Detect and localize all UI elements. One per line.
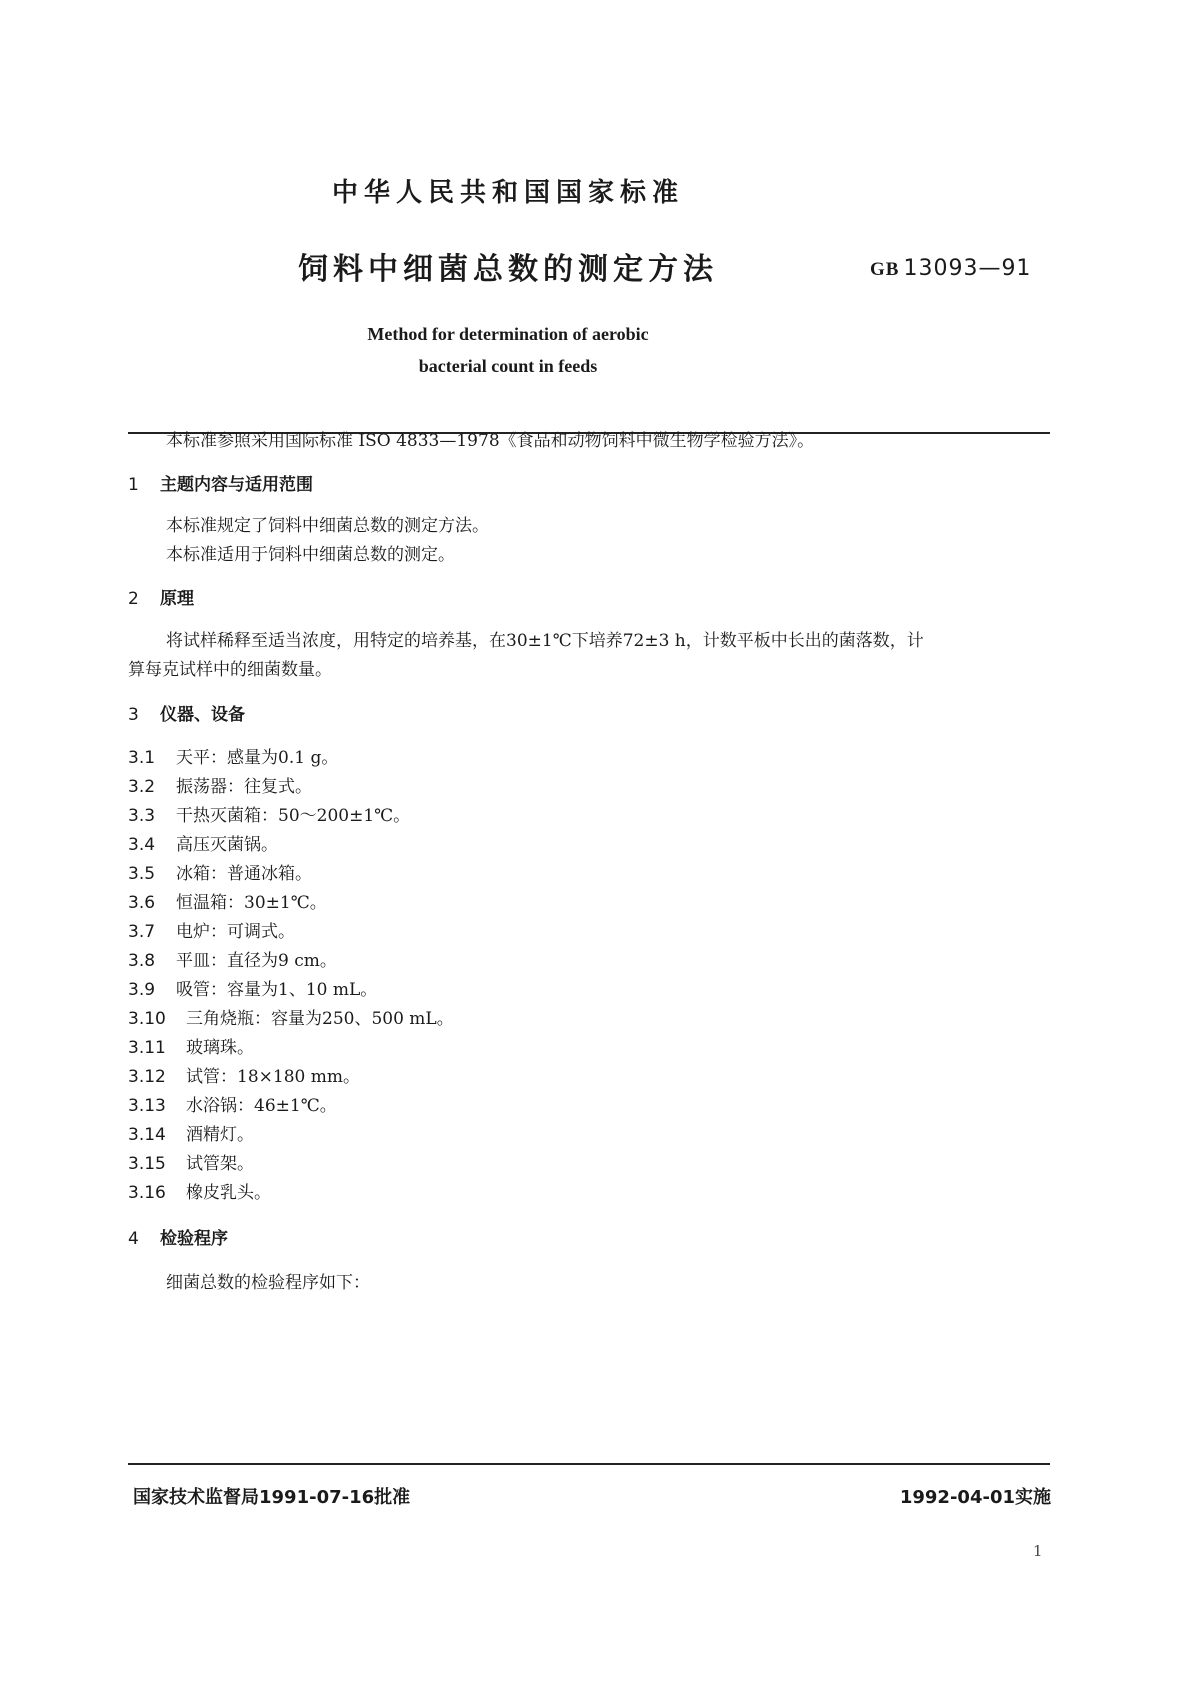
equipment-item [128,917,295,942]
equipment-item-number: 3.11 [128,1038,166,1058]
section-3-number: 3 [128,705,139,725]
section-1-heading [128,470,313,495]
equipment-item-text: 振荡器：往复式。 [176,777,312,797]
intro-paragraph: 本标准参照采用国际标准 ISO 4833—1978《食品和动物饲料中微生物学检验方法》。 [166,431,815,451]
equipment-item-text: 平皿：直径为9 cm。 [176,951,337,971]
equipment-item [128,1033,254,1058]
equipment-item-text: 吸管：容量为1、10 mL。 [176,980,378,1000]
section-2-number: 2 [128,589,139,609]
section-1-title: 主题内容与适用范围 [160,475,313,495]
section-3-title: 仪器、设备 [160,705,245,725]
equipment-item-text: 水浴锅：46±1℃。 [186,1096,337,1116]
section-2-heading [128,584,194,609]
page-number: 1 [1033,1542,1043,1560]
english-title-line-1: Method for determination of aerobic [367,324,649,344]
equipment-item-number: 3.15 [128,1154,166,1174]
section-2-paragraph-line-1: 将试样稀释至适当浓度，用特定的培养基，在30±1℃下培养72±3 h，计数平板中长出的菌落数，计 [166,631,924,651]
equipment-item [128,1062,360,1087]
equipment-item-text: 三角烧瓶：容量为250、500 mL。 [186,1009,454,1029]
section-1-paragraph-2: 本标准适用于饲料中细菌总数的测定。 [166,545,455,565]
standard-code-number: 13093—91 [903,256,1032,281]
section-2-title: 原理 [160,589,194,609]
equipment-item [128,975,377,1000]
section-4-paragraph: 细菌总数的检验程序如下： [166,1273,370,1293]
equipment-item-number: 3.7 [128,922,156,942]
equipment-item-number: 3.8 [128,951,156,971]
equipment-item [128,801,410,826]
approval-date: 国家技术监督局1991-07-16批准 [133,1487,411,1508]
equipment-item-number: 3.9 [128,980,156,1000]
equipment-item-text: 恒温箱：30±1℃。 [176,893,327,913]
equipment-item-number: 3.13 [128,1096,166,1116]
equipment-item-text: 玻璃珠。 [186,1038,254,1058]
equipment-item [128,1178,271,1203]
equipment-item-number: 3.12 [128,1067,166,1087]
equipment-item-number: 3.2 [128,777,156,797]
equipment-item-number: 3.16 [128,1183,166,1203]
standard-code [870,256,1031,281]
english-title-line-2: bacterial count in feeds [418,356,598,376]
section-4-number: 4 [128,1229,139,1249]
equipment-item-number: 3.10 [128,1009,166,1029]
equipment-item-text: 高压灭菌锅。 [176,835,278,855]
section-4-heading [128,1224,228,1249]
equipment-item [128,1120,254,1145]
equipment-item [128,772,312,797]
implementation-date: 1992-04-01实施 [899,1487,1051,1508]
national-standard-heading: 中华人民共和国国家标准 [331,178,684,208]
equipment-item [128,1004,454,1029]
equipment-item-text: 试管架。 [186,1154,254,1174]
equipment-item-text: 试管：18×180 mm。 [186,1067,360,1087]
equipment-item [128,830,278,855]
section-4-title: 检验程序 [160,1229,228,1249]
equipment-item-number: 3.1 [128,748,156,768]
bottom-divider [128,1463,1050,1465]
english-title [0,318,1016,382]
equipment-item-text: 天平：感量为0.1 g。 [176,748,339,768]
equipment-item [128,1091,337,1116]
equipment-item-text: 酒精灯。 [186,1125,254,1145]
section-1-number: 1 [128,475,139,495]
equipment-item-number: 3.4 [128,835,156,855]
equipment-item [128,946,337,971]
equipment-item-text: 冰箱：普通冰箱。 [176,864,312,884]
equipment-item [128,1149,254,1174]
standard-code-prefix: GB [870,259,900,280]
equipment-item-number: 3.5 [128,864,156,884]
equipment-item-text: 电炉：可调式。 [176,922,295,942]
equipment-item-text: 橡皮乳头。 [186,1183,271,1203]
section-2-paragraph-line-2: 算每克试样中的细菌数量。 [128,660,332,680]
equipment-item-number: 3.6 [128,893,156,913]
section-3-heading [128,700,245,725]
section-1-paragraph-1: 本标准规定了饲料中细菌总数的测定方法。 [166,516,489,536]
equipment-item [128,743,338,768]
equipment-item-number: 3.14 [128,1125,166,1145]
equipment-item [128,859,312,884]
equipment-item-number: 3.3 [128,806,156,826]
equipment-item-text: 干热灭菌箱：50～200±1℃。 [176,806,411,826]
document-title: 饲料中细菌总数的测定方法 [298,252,718,287]
equipment-item [128,888,327,913]
